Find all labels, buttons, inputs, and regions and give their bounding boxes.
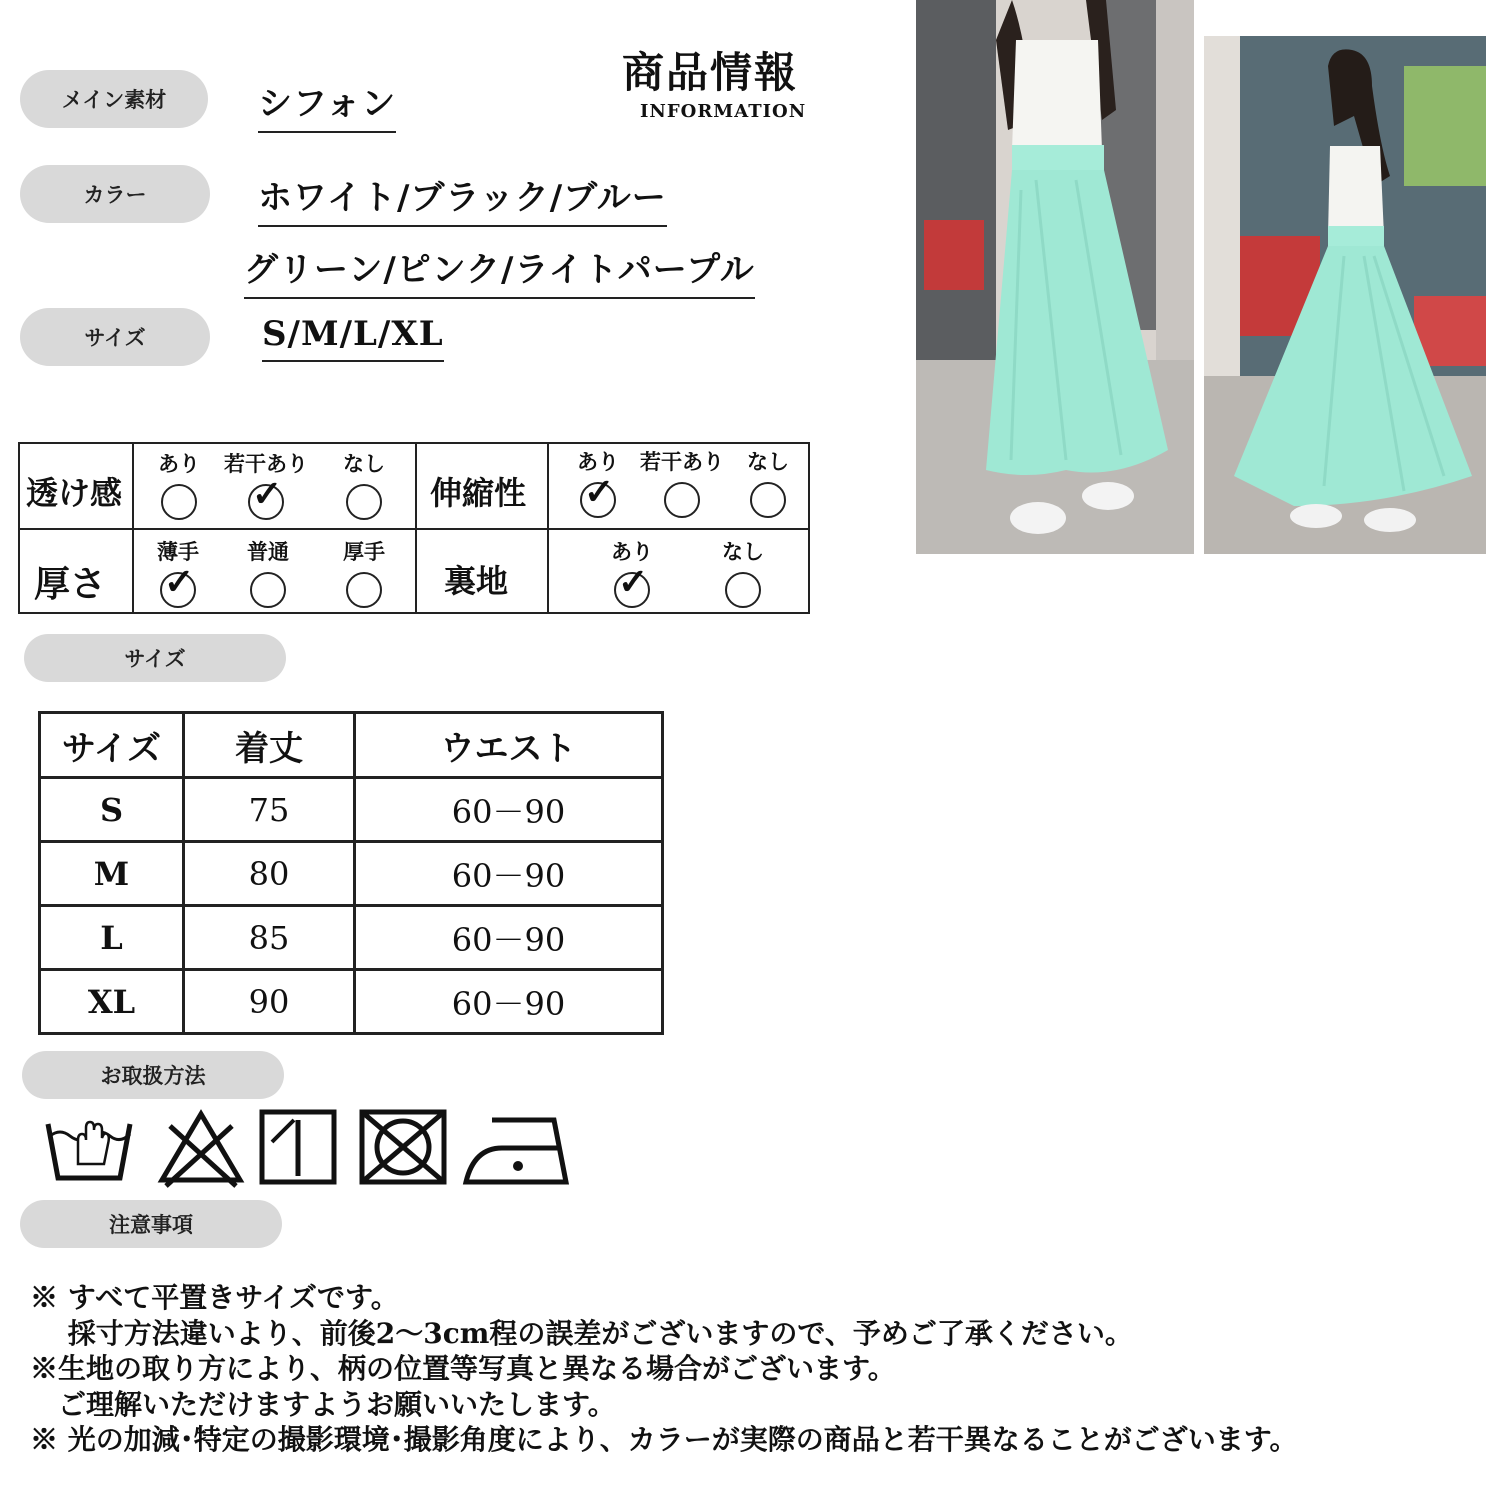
- stretch-option[interactable]: 若干あり: [632, 446, 732, 518]
- stretch-label: 伸縮性: [430, 474, 527, 512]
- check-icon: ✓: [618, 561, 649, 603]
- size-label: サイズ: [20, 308, 210, 366]
- lining-option[interactable]: あり ✓: [582, 536, 682, 608]
- thickness-option[interactable]: 厚手: [314, 536, 414, 608]
- size-table: [38, 711, 664, 1035]
- length-cell: 85: [184, 906, 355, 970]
- waist-cell: 60－90: [355, 906, 663, 970]
- lining-label: 裏地: [444, 562, 509, 600]
- size-cell: S: [40, 778, 184, 842]
- radio-circle[interactable]: [725, 572, 761, 608]
- table-header-row: [40, 713, 663, 778]
- thickness-option[interactable]: 薄手 ✓: [128, 536, 228, 608]
- thickness-label: 厚さ: [34, 563, 107, 605]
- thickness-option[interactable]: 普通: [218, 536, 318, 608]
- product-photo-front: [916, 0, 1194, 554]
- color-value-line1: ホワイト/ブラック/ブルー: [258, 170, 667, 227]
- waist-cell: 60－90: [355, 842, 663, 906]
- note-line: ※ すべて平置きサイズです。: [30, 1281, 399, 1314]
- size-cell: M: [40, 842, 184, 906]
- length-cell: 80: [184, 842, 355, 906]
- line-dry-icon: [258, 1108, 338, 1188]
- size-value: S/M/L/XL: [262, 314, 444, 362]
- length-cell: 75: [184, 778, 355, 842]
- size-cell: L: [40, 906, 184, 970]
- check-icon: ✓: [164, 561, 195, 603]
- sheerness-option[interactable]: 若干あり ✓: [216, 448, 316, 520]
- radio-circle[interactable]: [750, 482, 786, 518]
- waist-cell: 60－90: [355, 970, 663, 1034]
- stretch-option[interactable]: なし: [718, 446, 818, 518]
- sheerness-option[interactable]: あり: [129, 448, 229, 520]
- lining-option[interactable]: なし: [693, 536, 793, 608]
- sheerness-option[interactable]: なし: [314, 448, 414, 520]
- header-length: 着丈: [184, 713, 355, 778]
- table-row: [40, 842, 663, 906]
- table-row: [40, 906, 663, 970]
- page-title: 商品情報: [622, 48, 799, 97]
- notes-text: [30, 1280, 1298, 1458]
- note-line: ※ 光の加減･特定の撮影環境･撮影角度により、カラーが実際の商品と若干異なることがございます。: [30, 1423, 1298, 1456]
- table-row: [40, 778, 663, 842]
- low-iron-icon: [462, 1108, 572, 1188]
- care-section-label: お取扱方法: [22, 1051, 284, 1099]
- table-row: [40, 970, 663, 1034]
- radio-circle[interactable]: [346, 484, 382, 520]
- material-label: メイン素材: [20, 70, 208, 128]
- check-icon: ✓: [252, 473, 283, 515]
- notes-section-label: 注意事項: [20, 1200, 282, 1248]
- note-line: 採寸方法違いより、前後2～3cm程の誤差がございますので、予めご了承ください。: [30, 1316, 1133, 1350]
- check-icon: ✓: [584, 471, 615, 513]
- no-tumble-dry-icon: [358, 1108, 448, 1188]
- color-label: カラー: [20, 165, 210, 223]
- feature-table: [18, 442, 810, 614]
- header-waist: ウエスト: [355, 713, 663, 778]
- radio-circle[interactable]: [346, 572, 382, 608]
- length-cell: 90: [184, 970, 355, 1034]
- header-size: サイズ: [40, 713, 184, 778]
- note-line: ※生地の取り方により、柄の位置等写真と異なる場合がございます。: [30, 1352, 896, 1385]
- radio-circle[interactable]: [248, 473, 284, 520]
- radio-circle[interactable]: [664, 482, 700, 518]
- radio-circle[interactable]: [250, 572, 286, 608]
- sheerness-label: 透け感: [26, 474, 123, 512]
- material-value: シフォン: [258, 76, 396, 133]
- size-section-label: サイズ: [24, 634, 286, 682]
- hand-wash-icon: [44, 1108, 134, 1188]
- size-cell: XL: [40, 970, 184, 1034]
- radio-circle[interactable]: [161, 484, 197, 520]
- color-value-line2: グリーン/ピンク/ライトパープル: [244, 242, 755, 299]
- waist-cell: 60－90: [355, 778, 663, 842]
- stretch-option[interactable]: あり ✓: [548, 446, 648, 518]
- page-subtitle: INFORMATION: [640, 101, 807, 122]
- note-line: ご理解いただけますようお願いいたします。: [30, 1387, 616, 1421]
- no-bleach-icon: [156, 1108, 246, 1188]
- product-photo-side: [1204, 36, 1486, 554]
